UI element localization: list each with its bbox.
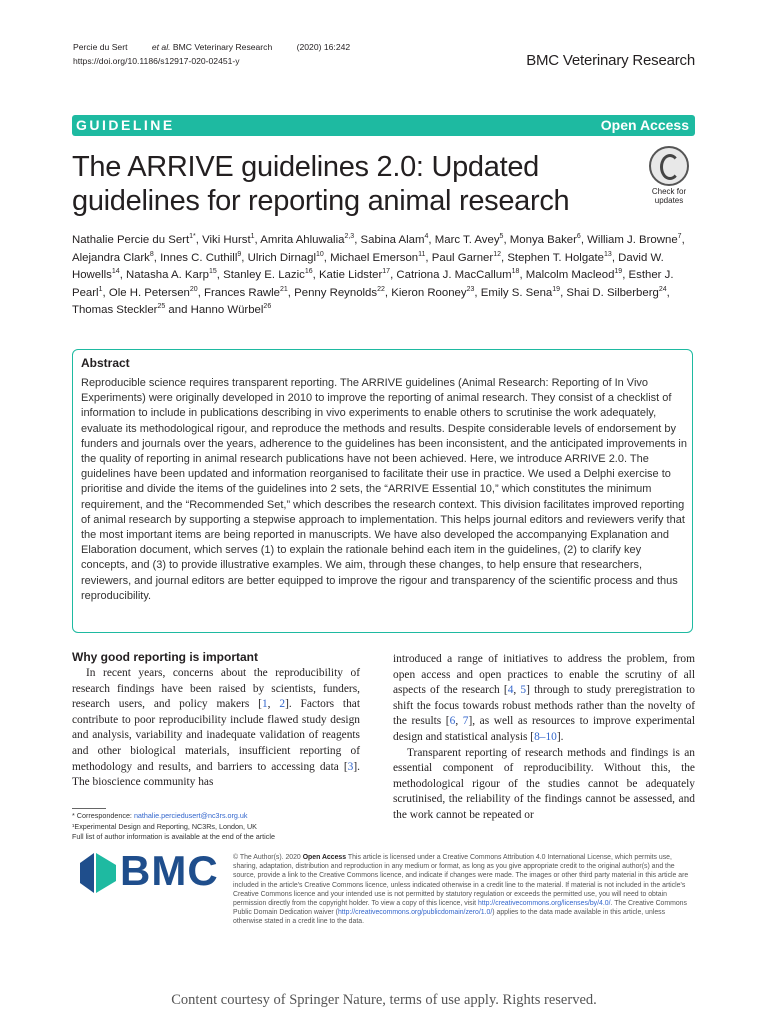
author-affiliation-marker: 9 [237, 250, 242, 258]
author-name: Katie Lidster [318, 269, 383, 282]
author-list: Nathalie Percie du Sert$^{1*}$, Viki Hurst$^1$, Amrita Ahluwalia$^{2,3}$, Sabina Alam$^4$, Marc T. Avey$^5$, Monya Baker$^6$, William J. Browne$^7$, Alejandra Clark$^8$, Innes C. Cuthill$^9$, Ulrich Dirnagl$^{10}$, Michael Emerson$^{11}$, Paul Garner$^{12}$, Stephen T. Holgate$^{13}$, David W. Howells$^{14}$, Natasha A. Karp$^{15}$, Stanley E. Lazic$^{16}$, Katie Lidster$^{17}$, Catriona J. MacCallum$^{18}$, Malcolm Macleod$^{19}$, Esther J. Pearl$^1$, Ole H. Petersen$^{20}$, Frances Rawle$^{21}$, Penny Reynolds$^{22}$, Kieron Rooney$^{23}$, Emily S. Sena$^{19}$, Shai D. Silberberg$^{24}$, Thomas Steckler$^{25}$ and Hanno Würbel$^{26}$ [72, 233, 685, 317]
check-updates-icon [649, 146, 689, 186]
running-header [73, 40, 372, 68]
author-name: William J. Browne [587, 234, 678, 246]
author-affiliation-marker: 8 [149, 250, 154, 258]
author-affiliation-marker: 25 [157, 303, 166, 311]
public-domain-link[interactable]: http://creativecommons.org/publicdomain/zero/1.0/ [337, 909, 493, 917]
author-name: Malcolm Macleod [525, 269, 615, 282]
author-affiliation-marker: 5 [499, 233, 504, 241]
license-link[interactable]: http://creativecommons.org/licenses/by/4.0/ [477, 900, 611, 908]
author-name: Thomas Steckler [72, 304, 158, 317]
article-title: The ARRIVE guidelines 2.0: Updated guidelines for reporting animal research [72, 151, 570, 217]
author-name: Marc T. Avey [434, 234, 500, 246]
affiliation: ¹Experimental Design and Reporting, NC3Rs, London, UK [72, 821, 257, 831]
author-affiliation-marker: 22 [377, 285, 385, 293]
author-affiliation-marker: 19 [614, 268, 623, 276]
author-affiliation-marker: 13 [604, 250, 612, 258]
journal-name: BMC Veterinary Research [526, 52, 695, 69]
author-name: Sabina Alam [360, 234, 425, 246]
reference-link[interactable]: 8–10 [534, 730, 557, 743]
bmc-logo [80, 847, 219, 894]
paragraph: Transparent reporting of research methods and findings is an essential component of reproducibility. Without this, the methodological rigour of the studies cannot be adequately scrutinised, the reliability of the findings cannot be assessed, and the work cannot be repeated or [393, 746, 695, 821]
abstract-heading: Abstract [81, 356, 130, 370]
citation-etal: et al. [151, 42, 171, 52]
body-column-right [393, 652, 695, 824]
author-affiliation-marker: 1 [98, 285, 103, 293]
author-affiliation-marker: 24 [658, 285, 667, 293]
abstract-text: Reproducible science requires transparent reporting. The ARRIVE guidelines (Animal Research: Reporting of In Vivo Experiments) were originally developed in 2010 to improve the reporting of animal research. They consist of a checklist of information to include in publications describing in vivo experiments to enable others to scrutinise the work adequately, evaluate its methodological rigour, and reproduce the methods and results. Despite considerable levels of endorsement by funders and journals over the years, adherence to the guidelines has been inconsistent, and the anticipated improvements in the quality of reporting in animal research publications have not been achieved. Here, we introduce ARRIVE 2.0. The guidelines have been updated and information reorganised to facilitate their use in practice. We used a Delphi exercise to prioritise and divide the items of the guidelines into 2 sets, the “ARRIVE Essential 10,” which constitutes the minimum requirement, and the “Recommended Set,” which describes the research context. This division facilitates improved reporting of animal research by supporting a stepwise approach to implementation. This helps journal editors and reviewers verify that the most important items are being reported in manuscripts. We have also developed the accompanying Explanation and Elaboration document, which serves (1) to explain the rationale behind each item in the guidelines, (2) to clarify key concepts, and (3) to provide illustrative examples. We aim, through these changes, to help ensure that researchers, reviewers, and journal editors are better equipped to improve the rigour and transparency of the scientific process and thus reproducibility. [81, 377, 687, 602]
author-name: Penny Reynolds [294, 286, 378, 299]
doi-link[interactable]: https://doi.org/10.1186/s12917-020-02451-y [73, 56, 240, 66]
footnotes [72, 811, 372, 843]
citation-year: (2020) 16:242 [296, 42, 351, 52]
author-name: Stanley E. Lazic [223, 269, 305, 282]
citation-journal: BMC Veterinary Research [172, 42, 273, 52]
author-name: Michael Emerson [330, 251, 419, 264]
author-name: Innes C. Cuthill [160, 251, 238, 264]
author-name: Esther J. Pearl [72, 269, 674, 299]
author-affiliation-marker: 12 [493, 250, 501, 258]
author-affiliation-marker: 4 [424, 233, 429, 241]
author-name: Kieron Rooney [391, 286, 467, 299]
open-access-label: Open Access [600, 117, 689, 133]
author-affiliation-marker: 10 [316, 250, 324, 258]
author-affiliation-marker: 6 [576, 233, 581, 241]
check-for-updates-button[interactable] [643, 146, 695, 205]
reference-link[interactable]: 6 [449, 715, 456, 728]
correspondence-label: * Correspondence: [72, 811, 134, 820]
article-type-label: GUIDELINE [76, 117, 175, 133]
author-affiliation-marker: 11 [418, 250, 426, 258]
author-name: Hanno Würbel [190, 304, 264, 317]
reference-link[interactable]: 4 [507, 684, 514, 697]
author-name: Paul Garner [431, 251, 494, 264]
section-heading: Why good reporting is important [72, 650, 258, 664]
author-affiliation-marker: 1 [250, 233, 255, 241]
footnote-divider [72, 808, 106, 809]
correspondence-email-link[interactable]: nathalie.perciedusert@nc3rs.org.uk [133, 811, 248, 820]
page-footer: Content courtesy of Springer Nature, terms of use apply. Rights reserved. [171, 992, 597, 1008]
author-name: Ulrich Dirnagl [247, 251, 316, 264]
author-affiliation-marker: 15 [208, 268, 217, 276]
check-updates-line1: Check for [651, 187, 687, 196]
author-affiliation-marker: 14 [111, 268, 120, 276]
author-affiliation-marker: 19 [552, 285, 561, 293]
author-affiliation-marker: 21 [280, 285, 288, 293]
author-affiliation-marker: 26 [263, 303, 272, 311]
author-name: Nathalie Percie du Sert [72, 234, 190, 246]
reference-link[interactable]: 5 [520, 684, 527, 697]
paragraph: introduced a range of initiatives to address the problem, from open access and open practices to enable the scrutiny of all aspects of the research [4, 5] through to study preregistration to shift the focus towards robust methods rather than the novelty of the results [6, 7], as well as resources to improve experimental design and statistical analysis [8–10]. [393, 653, 695, 743]
author-affiliation-marker: 20 [189, 285, 198, 293]
full-list-note: Full list of author information is available at the end of the article [72, 832, 275, 841]
reference-link[interactable]: 1 [261, 698, 268, 711]
author-name: Emily S. Sena [480, 286, 553, 299]
body-column-left [72, 666, 360, 791]
author-name: Shai D. Silberberg [566, 286, 659, 299]
author-name: Monya Baker [509, 234, 577, 246]
author-affiliation-marker: 17 [382, 268, 391, 276]
author-affiliation-marker: 23 [466, 285, 475, 293]
bmc-logo-icon [80, 853, 116, 893]
article-type-banner [72, 115, 695, 136]
license-text: © The Author(s). 2020 Open Access This article is licensed under a Creative Commons Attribution 4.0 International License, which permits use, sharing, adaptation, distribution and reproduction in any medium or format, as long as you give appropriate credit to the original author(s) and the source, provide a link to the Creative Commons licence, and indicate if changes were made. The images or other third party material in this article are included in the article's Creative Commons licence, unless indicated otherwise in a credit line to the material. If material is not included in the article's Creative Commons licence and your intended use is not permitted by statutory regulation or exceeds the permitted use, you will need to obtain permission directly from the copyright holder. To view a copy of this licence, visit http://creativecommons.org/licenses/by/4.0/. The Creative Commons Public Domain Dedication waiver (http://creativecommons.org/publicdomain/zero/1.0/) applies to the data made available in this article, unless otherwise stated in a credit line to the data. [233, 854, 689, 926]
author-name: Amrita Ahluwalia [260, 234, 345, 246]
author-name: Catriona J. MacCallum [396, 269, 512, 282]
author-affiliation-marker: 1* [189, 233, 196, 241]
author-name: Stephen T. Holgate [507, 251, 605, 264]
author-name: Natasha A. Karp [126, 269, 209, 282]
author-affiliation-marker: 7 [677, 233, 682, 241]
author-name: David W. Howells [72, 251, 664, 282]
paragraph: In recent years, concerns about the reproducibility of research findings have been raised by scientists, funders, research users, and policy makers [1, 2]. Factors that contribute to poor reproducibility include flawed study design and analysis, variability and inadequate validation of reagents and other biological materials, insufficient reporting of methodology and results, and barriers to accessing data [3]. The bioscience community has [72, 667, 360, 789]
reference-link[interactable]: 2 [279, 698, 286, 711]
author-affiliation-marker: 2,3 [344, 233, 355, 241]
citation-author: Percie du Sert [73, 42, 128, 52]
author-name: Frances Rawle [204, 286, 280, 299]
reference-link[interactable]: 3 [347, 760, 354, 773]
author-name: Alejandra Clark [72, 251, 150, 264]
author-name: Viki Hurst [202, 234, 251, 246]
reference-link[interactable]: 7 [462, 715, 469, 728]
author-affiliation-marker: 16 [304, 268, 313, 276]
bmc-logo-text: BMC [120, 847, 219, 894]
check-updates-line2: updates [654, 196, 684, 205]
author-affiliation-marker: 18 [511, 268, 520, 276]
author-name: Ole H. Petersen [108, 286, 190, 299]
